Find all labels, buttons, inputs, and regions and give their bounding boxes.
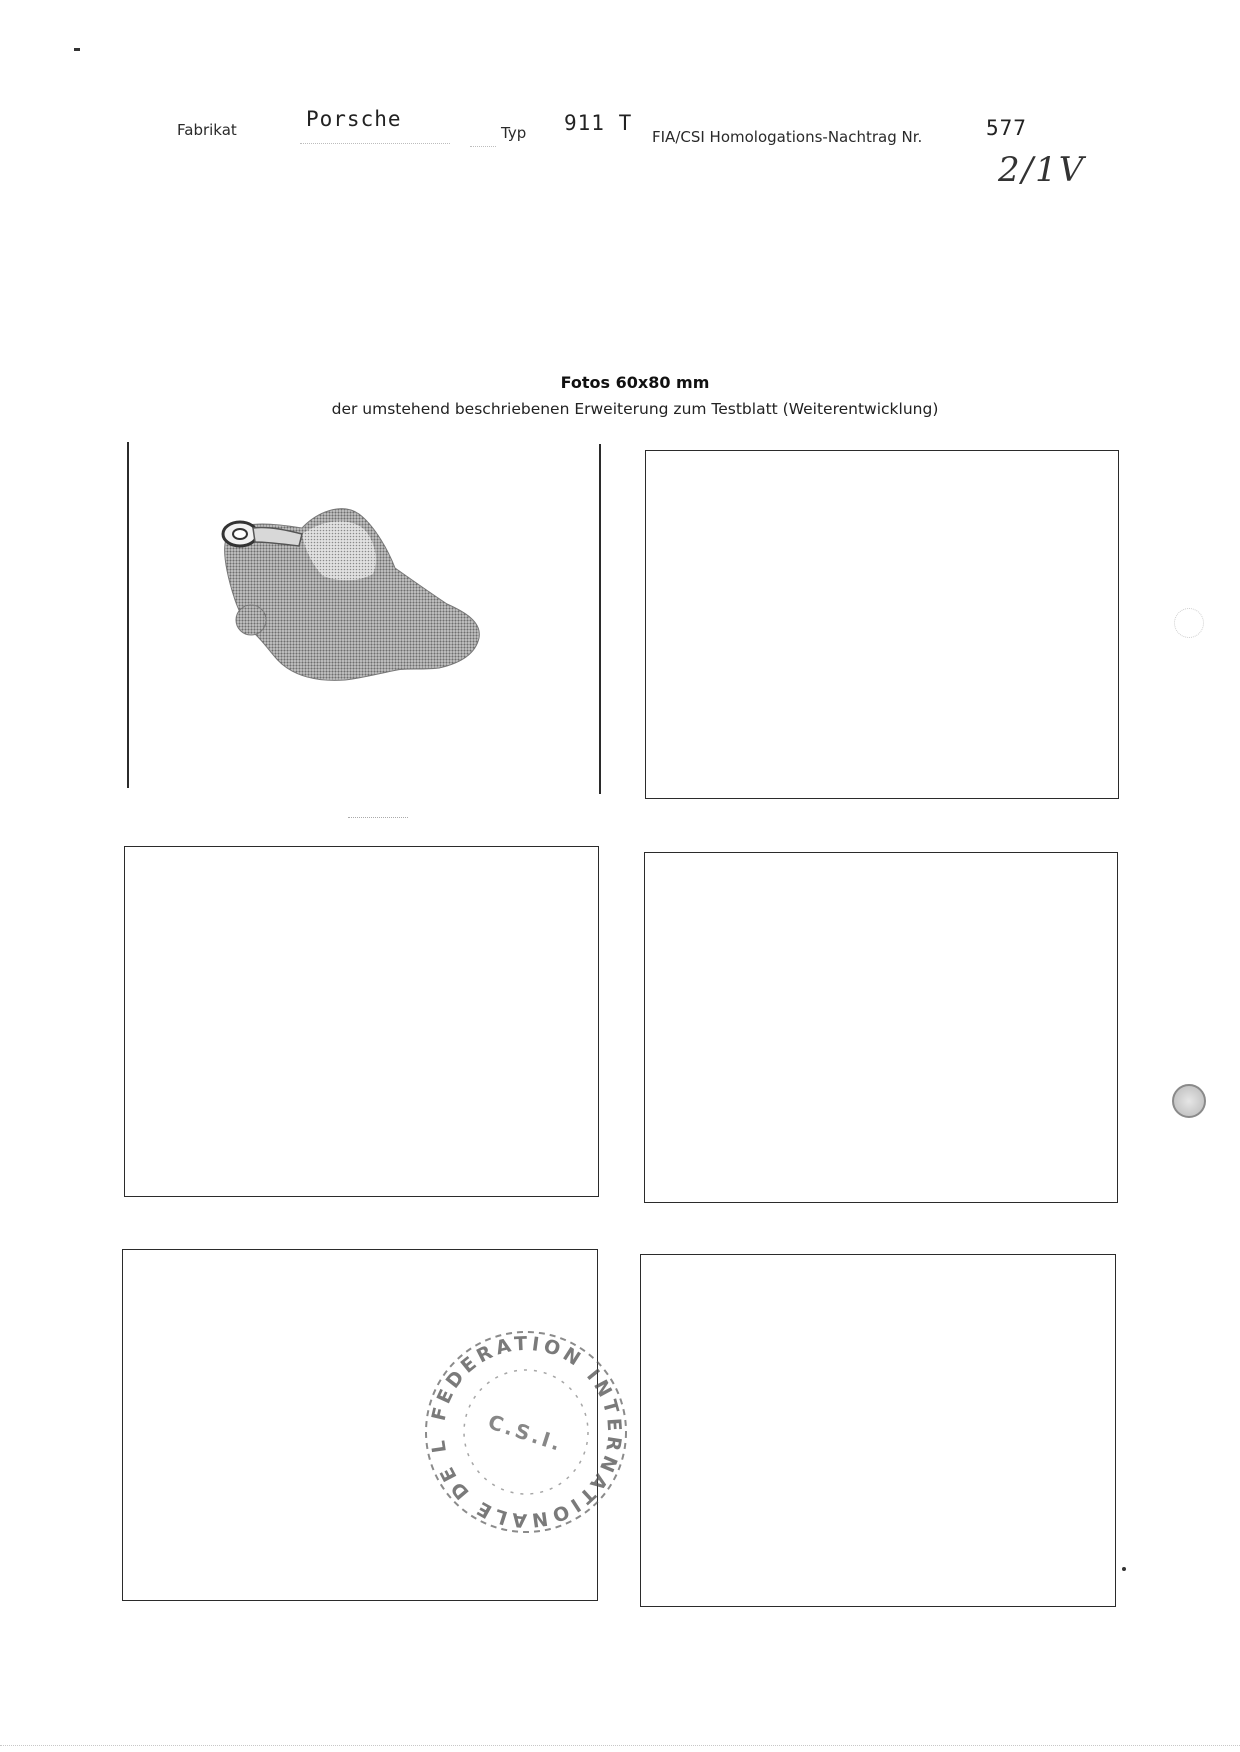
punch-hole-lower	[1172, 1084, 1206, 1118]
fabrikat-label: Fabrikat	[177, 121, 237, 139]
typ-dotline	[470, 146, 496, 147]
stamp-center-text: C.S.I.	[485, 1409, 567, 1457]
homologation-number: 577	[986, 116, 1027, 140]
photo-frame-middle-left	[124, 846, 599, 1197]
scan-speck-right	[1122, 1567, 1126, 1571]
official-stamp	[404, 1305, 636, 1542]
scan-noise-bottom	[0, 1744, 1240, 1746]
photo-frame-middle-right	[644, 852, 1118, 1203]
photos-subtitle: der umstehend beschriebenen Erweiterung zum Testblatt (Weiterentwicklung)	[331, 400, 939, 418]
scan-dots	[348, 816, 408, 818]
part-eyelet-hole	[233, 529, 247, 539]
stamp-ring-text: FEDERATION INTERNATIONALE DE L'AUTOMOBILE	[404, 1305, 626, 1532]
car-part-photo	[127, 442, 601, 792]
photo-frame-top-right	[645, 450, 1119, 799]
fabrikat-dotline	[300, 143, 450, 144]
part-round-tab	[236, 605, 266, 635]
punch-hole-upper	[1174, 608, 1204, 638]
scan-speck	[74, 48, 80, 51]
typ-label: Typ	[501, 124, 527, 142]
photo-frame-bottom-right	[640, 1254, 1116, 1607]
typ-value: 911 T	[564, 111, 633, 135]
photo-frame-top-left	[127, 442, 601, 792]
homologation-label: FIA/CSI Homologations-Nachtrag Nr.	[652, 128, 923, 146]
fabrikat-value: Porsche	[306, 107, 402, 131]
photos-title: Fotos 60x80 mm	[560, 373, 710, 392]
handwritten-note: 2/1V	[998, 150, 1086, 190]
